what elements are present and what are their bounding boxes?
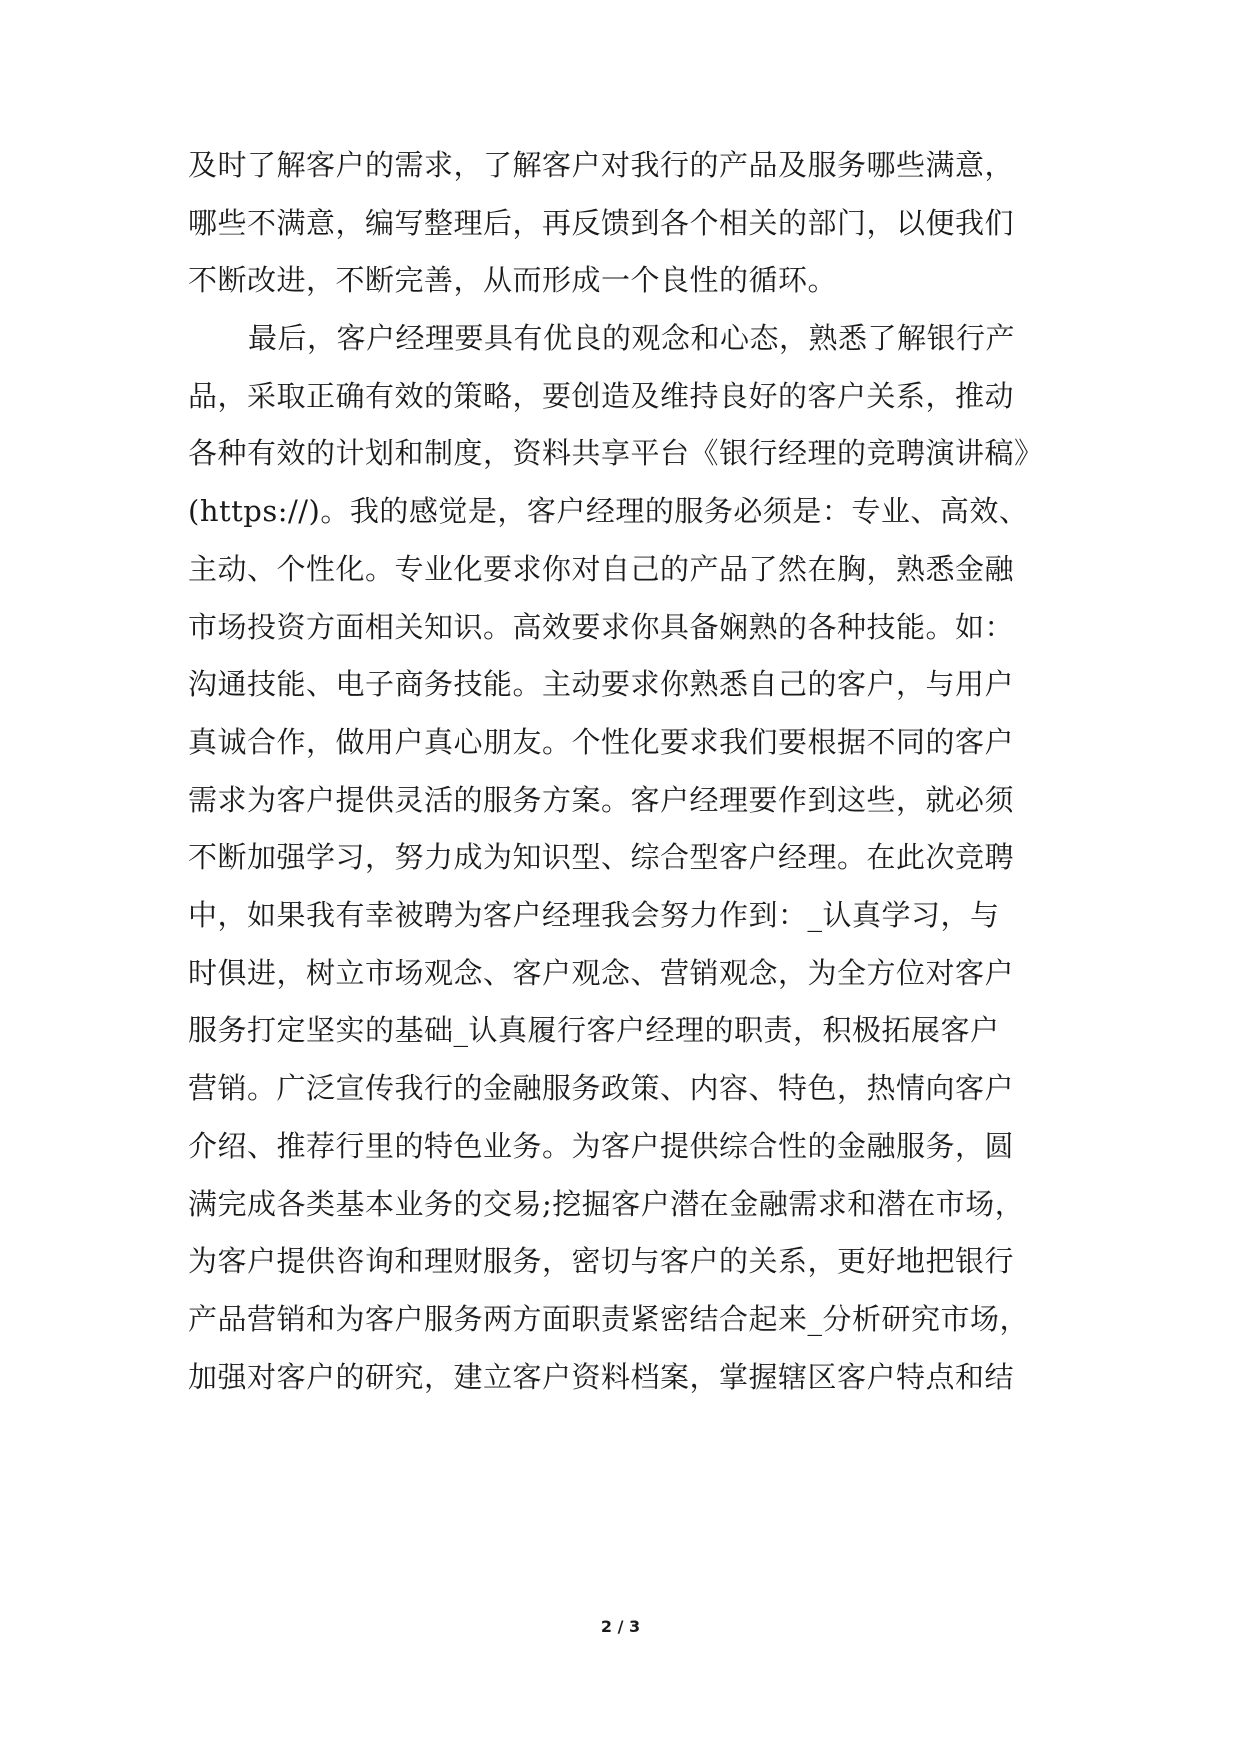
text-line: 不断改进，不断完善，从而形成一个良性的循环。 bbox=[188, 263, 838, 297]
text-line: 及时了解客户的需求，了解客户对我行的产品及服务哪些满意， bbox=[188, 148, 1015, 182]
page-number: 2 / 3 bbox=[600, 1617, 641, 1636]
text-line: 满完成各类基本业务的交易;挖掘客户潜在金融需求和潜在市场， bbox=[188, 1187, 1025, 1221]
text-line: 服务打定坚实的基础_认真履行客户经理的职责，积极拓展客户 bbox=[188, 1013, 1000, 1047]
text-line: 介绍、推荐行里的特色业务。为客户提供综合性的金融服务，圆 bbox=[188, 1129, 1015, 1163]
text-line: 沟通技能、电子商务技能。主动要求你熟悉自己的客户，与用户 bbox=[188, 667, 1015, 701]
text-line: (https://)。我的感觉是，客户经理的服务必须是：专业、高效、 bbox=[188, 494, 1029, 528]
text-line: 品，采取正确有效的策略，要创造及维持良好的客户关系，推动 bbox=[188, 379, 1015, 413]
text-line: 各种有效的计划和制度，资料共享平台《银行经理的竞聘演讲稿》 bbox=[188, 436, 1044, 470]
text-line: 加强对客户的研究，建立客户资料档案，掌握辖区客户特点和结 bbox=[188, 1360, 1015, 1394]
text-line: 主动、个性化。专业化要求你对自己的产品了然在胸，熟悉金融 bbox=[188, 552, 1015, 586]
text-line: 市场投资方面相关知识。高效要求你具备娴熟的各种技能。如： bbox=[188, 610, 1015, 644]
text-line: 为客户提供咨询和理财服务，密切与客户的关系，更好地把银行 bbox=[188, 1244, 1015, 1278]
text-line: 哪些不满意，编写整理后，再反馈到各个相关的部门，以便我们 bbox=[188, 206, 1015, 240]
text-line: 中，如果我有幸被聘为客户经理我会努力作到：_认真学习，与 bbox=[188, 898, 1000, 932]
text-line: 真诚合作，做用户真心朋友。个性化要求我们要根据不同的客户 bbox=[188, 725, 1015, 759]
text-line: 产品营销和为客户服务两方面职责紧密结合起来_分析研究市场， bbox=[188, 1302, 1030, 1336]
text-line: 不断加强学习，努力成为知识型、综合型客户经理。在此次竞聘 bbox=[188, 840, 1015, 874]
text-line: 时俱进，树立市场观念、客户观念、营销观念，为全方位对客户 bbox=[188, 956, 1015, 990]
text-line: 营销。广泛宣传我行的金融服务政策、内容、特色，热情向客户 bbox=[188, 1071, 1015, 1105]
text-line: 需求为客户提供灵活的服务方案。客户经理要作到这些，就必须 bbox=[188, 783, 1015, 817]
text-line: 最后，客户经理要具有优良的观念和心态，熟悉了解银行产 bbox=[248, 321, 1016, 355]
